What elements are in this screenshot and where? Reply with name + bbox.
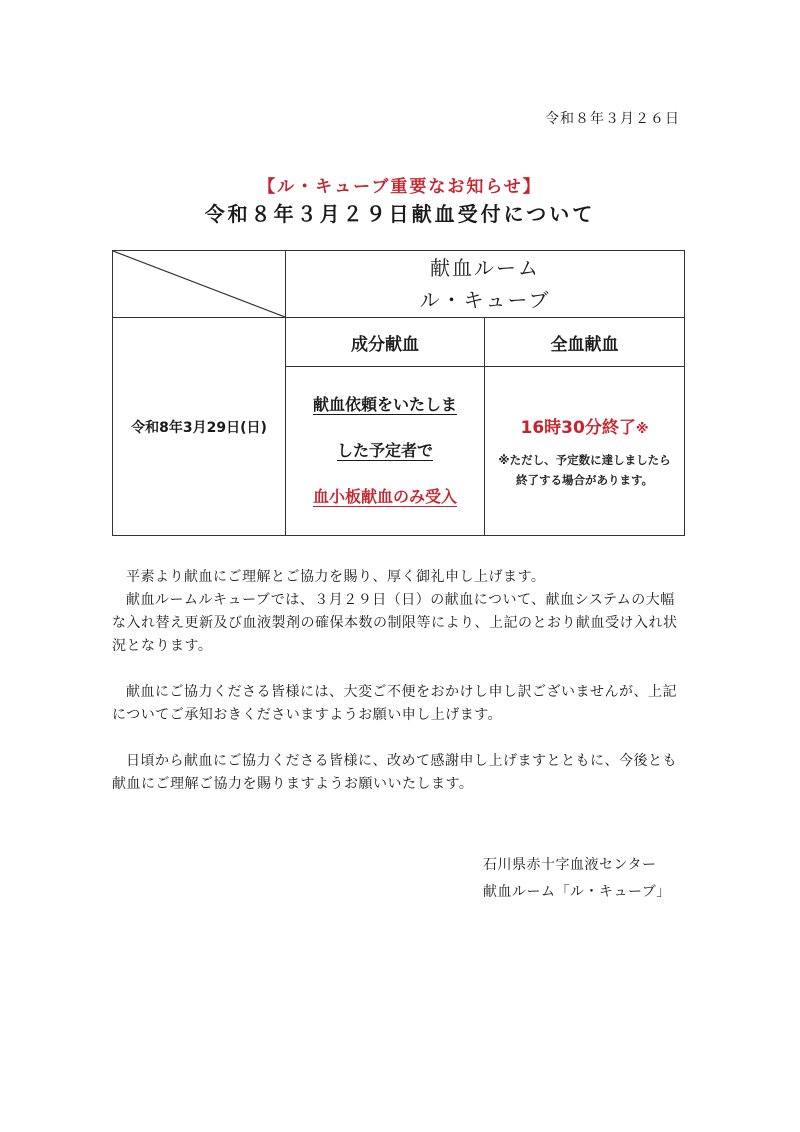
component-line2: した予定者で [336,441,433,460]
room-name-line1: 献血ルーム [430,256,540,280]
col-header-component: 成分献血 [286,318,485,367]
main-title: 令和８年３月２９日献血受付について [204,202,596,226]
col-header-whole: 全血献血 [485,318,685,367]
whole-donation-cell [485,367,685,536]
document-date: 令和８年３月２６日 [545,111,680,127]
room-name-header [286,251,685,318]
body-paragraph-4: 日頃から献血にご協力くださる皆様に、改めて感謝申し上げますとともに、今後とも献血にご理解ご協力を賜りますようお願いいたします。 [112,753,677,792]
component-donation-cell [286,367,485,536]
row-date-cell: 令和8年3月29日(日) [113,318,286,536]
whole-note-line1: ※ただし、予定数に達しましたら [498,452,671,467]
signature-block [483,852,671,906]
body-paragraph-1: 平素より献血にご理解とご協力を賜り、厚く御礼申し上げます。 [126,569,546,585]
body-paragraph-2: 献血ルームルキューブでは、３月２９日（日）の献血について、献血システムの大幅な入れ替え更新及び血液製剤の確保本数の制限等により、上記のとおり献血受け入れ状況となります。 [112,592,678,654]
body-paragraph-3: 献血にご協力くださる皆様には、大変ご不便をおかけし申し訳ございませんが、上記についてご承知おきくださいますようお願い申し上げます。 [112,684,677,723]
component-line3: 血小板献血のみ受入 [312,487,457,506]
signature-room: 献血ルーム「ル・キューブ」 [483,884,671,900]
body-text [112,566,686,796]
whole-time-text: 16時30分終了 [520,417,636,438]
whole-time-mark: ※ [635,421,649,437]
diagonal-line [113,251,285,317]
whole-note-line2: 終了する場合があります。 [515,472,654,487]
room-name-line2: ル・キューブ [419,288,551,312]
signature-org: 石川県赤十字血液センター [483,857,657,873]
notice-title: 【ル・キューブ重要なお知らせ】 [258,177,542,197]
diagonal-corner-cell [113,251,286,318]
component-line1: 献血依頼をいたしま [312,395,457,414]
whole-end-time [485,413,684,438]
schedule-table [112,250,685,536]
